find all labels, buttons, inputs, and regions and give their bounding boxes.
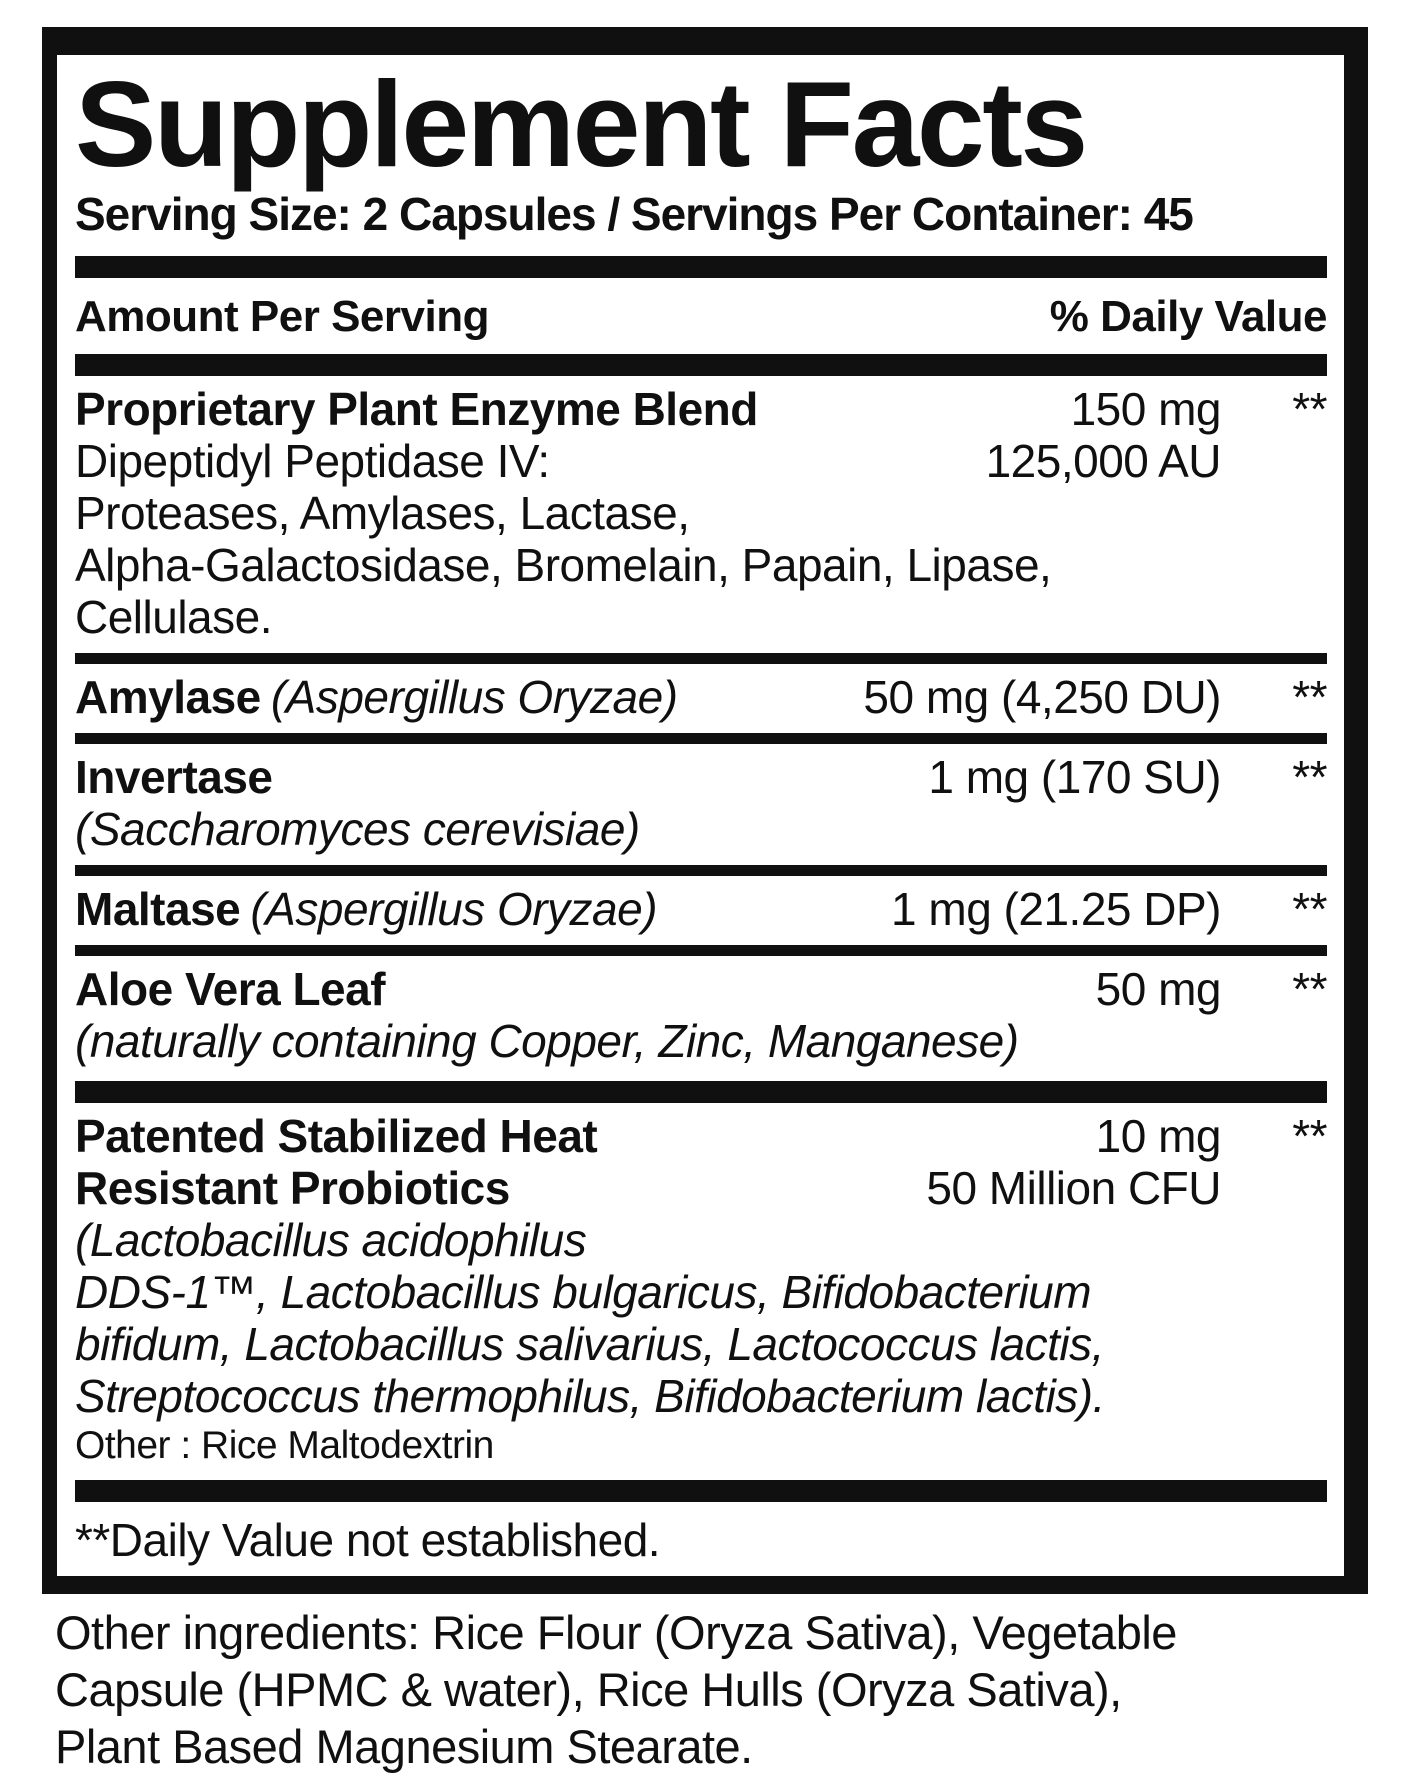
ingredient-row-aloe-vera: [75, 956, 1327, 1077]
other-ingredients-line: Other ingredients: Rice Flour (Oryza Sativa), Vegetable: [55, 1606, 1177, 1660]
ingredient-line: [75, 751, 1327, 803]
ingredient-amount: 150 mg: [1070, 382, 1221, 435]
section-bar: [75, 354, 1327, 376]
serving-size-line: Serving Size: 2 Capsules / Servings Per Container: 45: [75, 188, 1193, 240]
row-divider: [75, 865, 1327, 876]
ingredient-name: Dipeptidyl Peptidase IV:: [75, 434, 550, 487]
species-line: Streptococcus thermophilus, Bifidobacterium lactis).: [75, 1369, 1105, 1422]
species-name: (Aspergillus Oryzae): [270, 670, 678, 723]
species-name: (Aspergillus Oryzae): [250, 882, 658, 935]
ingredient-description-line: Alpha-Galactosidase, Bromelain, Papain, Lipase,: [75, 538, 1052, 591]
ingredient-name: Invertase: [75, 750, 273, 803]
ingredient-row-enzyme-blend: [75, 376, 1327, 653]
other-ingredients-line: Capsule (HPMC & water), Rice Hulls (Oryza Sativa),: [55, 1663, 1122, 1717]
supplement-facts-title: Supplement Facts: [75, 56, 1086, 192]
daily-value-footnote: **Daily Value not established.: [75, 1513, 661, 1566]
daily-value-header: % Daily Value: [1049, 291, 1327, 341]
species-line: bifidum, Lactobacillus salivarius, Lactococcus lactis,: [75, 1317, 1104, 1370]
ingredient-line: [75, 963, 1327, 1015]
ingredient-amount: 125,000 AU: [985, 434, 1221, 487]
ingredient-daily-value: **: [1292, 382, 1327, 435]
other-ingredients-line: Plant Based Magnesium Stearate.: [55, 1720, 753, 1774]
ingredient-row-probiotics: [75, 1103, 1327, 1480]
species-line: (Saccharomyces cerevisiae): [75, 802, 640, 855]
ingredient-name: Patented Stabilized Heat: [75, 1109, 598, 1162]
ingredient-amount: 1 mg (170 SU): [928, 750, 1221, 803]
ingredient-row-amylase: [75, 664, 1327, 733]
ingredient-daily-value: **: [1292, 670, 1327, 723]
ingredient-line: [75, 383, 1327, 435]
amount-per-serving-header: Amount Per Serving: [75, 291, 489, 341]
ingredient-name: Proprietary Plant Enzyme Blend: [75, 382, 758, 435]
section-bar: [75, 1081, 1327, 1103]
other-ingredients: [55, 1604, 1385, 1775]
ingredient-daily-value: **: [1292, 882, 1327, 935]
ingredient-name: Amylase (Aspergillus Oryzae): [75, 670, 678, 723]
ingredient-description-line: Cellulase.: [75, 590, 272, 643]
ingredient-amount: 50 Million CFU: [926, 1161, 1221, 1214]
column-header-row: [75, 278, 1327, 354]
ingredient-amount: 1 mg (21.25 DP): [891, 882, 1221, 935]
ingredient-description-line: Proteases, Amylases, Lactase,: [75, 486, 690, 539]
species-line: (Lactobacillus acidophilus: [75, 1213, 587, 1266]
other-filler-line: Other : Rice Maltodextrin: [75, 1423, 494, 1467]
ingredient-line: [75, 671, 1327, 723]
ingredient-amount: 50 mg (4,250 DU): [863, 670, 1221, 723]
row-divider: [75, 653, 1327, 664]
ingredient-line: [75, 1110, 1327, 1162]
ingredient-daily-value: **: [1292, 962, 1327, 1015]
ingredient-line: [75, 435, 1327, 487]
row-divider: [75, 945, 1327, 956]
ingredient-line: [75, 883, 1327, 935]
section-bar: [75, 256, 1327, 278]
supplement-facts-panel: [42, 27, 1368, 1594]
section-bar: [75, 1480, 1327, 1502]
ingredient-line: [75, 1162, 1327, 1214]
ingredient-description-line: (naturally containing Copper, Zinc, Manganese): [75, 1014, 1019, 1067]
ingredient-amount: 10 mg: [1095, 1109, 1221, 1162]
species-line: DDS-1™, Lactobacillus bulgaricus, Bifidobacterium: [75, 1265, 1092, 1318]
ingredient-daily-value: **: [1292, 750, 1327, 803]
ingredient-name: Resistant Probiotics: [75, 1161, 510, 1214]
ingredient-row-maltase: [75, 876, 1327, 945]
ingredient-name: Maltase (Aspergillus Oryzae): [75, 882, 658, 935]
page: [0, 27, 1414, 1774]
row-divider: [75, 733, 1327, 744]
ingredient-daily-value: **: [1292, 1109, 1327, 1162]
ingredient-row-invertase: [75, 744, 1327, 865]
ingredient-amount: 50 mg: [1095, 962, 1221, 1015]
ingredient-name: Aloe Vera Leaf: [75, 962, 386, 1015]
